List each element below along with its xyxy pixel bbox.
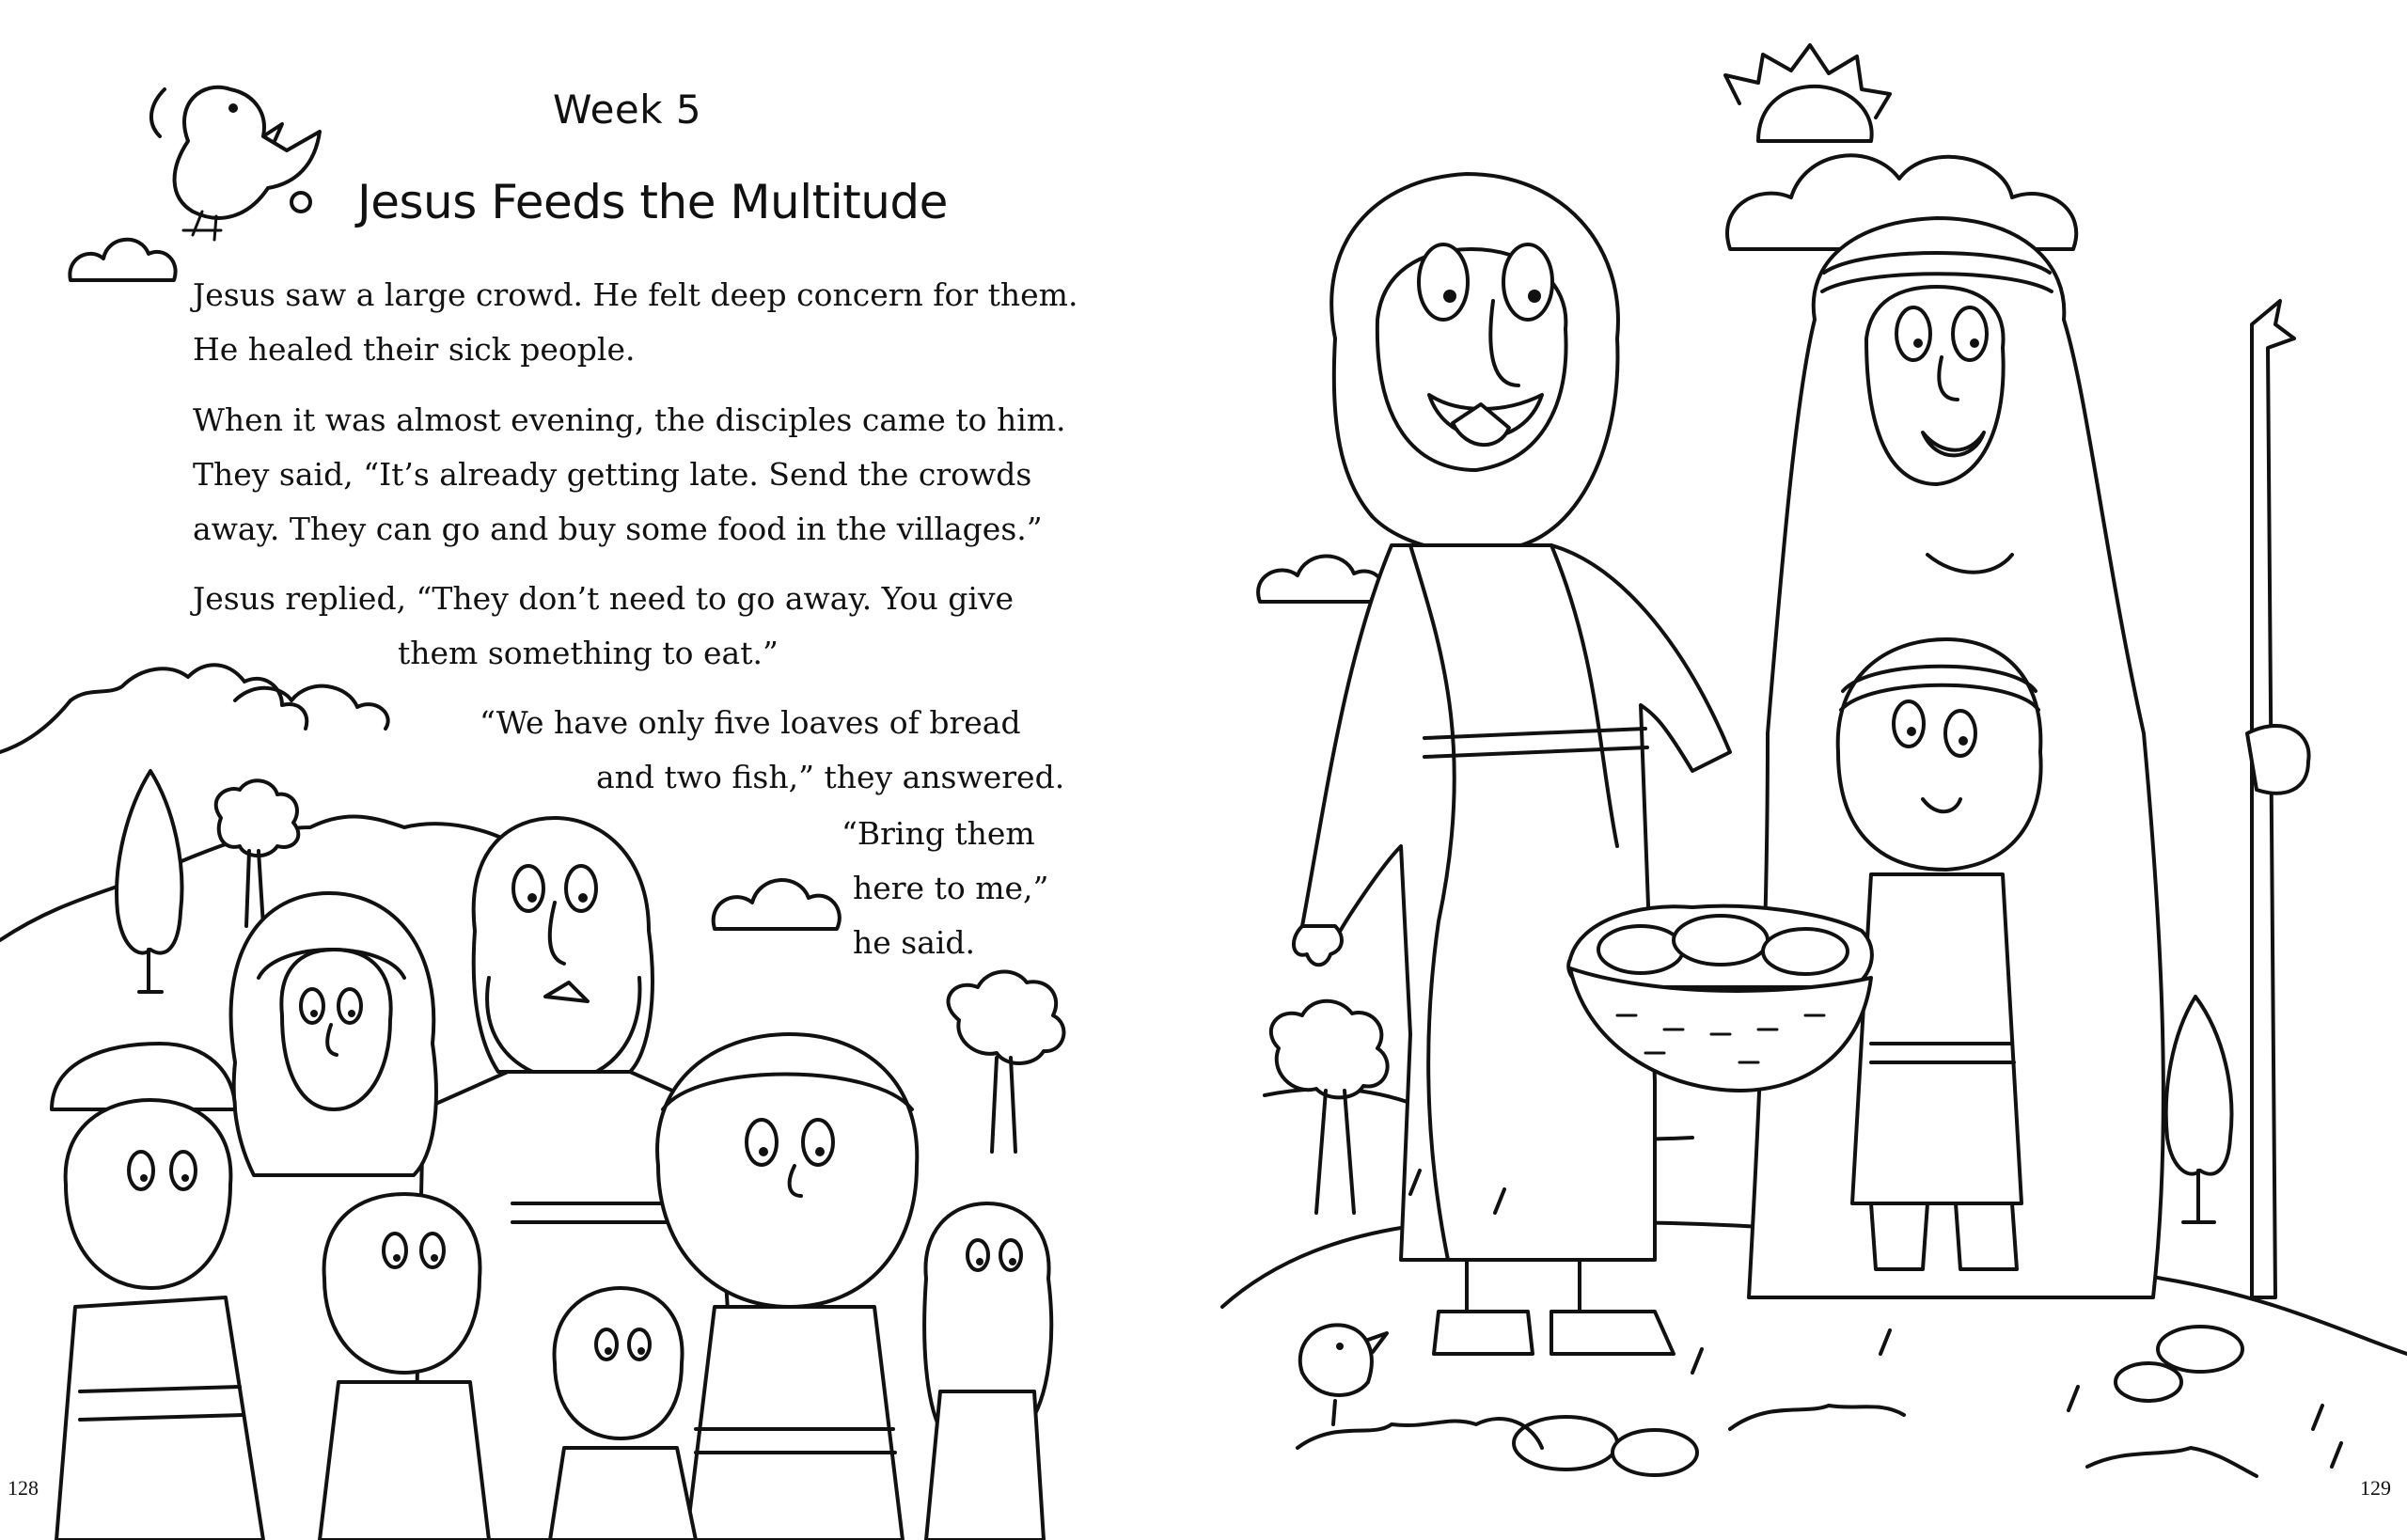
sun-icon: [1725, 45, 1890, 141]
story-line: and two fish,” they answered.: [596, 759, 1065, 795]
woman: [231, 893, 436, 1175]
story-paragraph: [480, 696, 1064, 805]
story-line: he said.: [853, 924, 976, 961]
story-line: “We have only five loaves of bread: [480, 704, 1021, 741]
story-line: here to me,”: [853, 870, 1049, 906]
story-line: them something to eat.”: [398, 635, 779, 671]
tree-icon: [949, 972, 1064, 1152]
cloud-icon: [714, 880, 840, 929]
staff-icon[interactable]: [2247, 301, 2309, 1297]
child: [924, 1203, 1051, 1540]
boy-cap: [52, 1044, 263, 1540]
jesus: [1294, 174, 1730, 1354]
tree-icon: [2166, 997, 2232, 1222]
story-line: Jesus saw a large crowd. He felt deep concern for them.: [193, 276, 1078, 313]
story-title: Jesus Feeds the Multitude: [357, 175, 948, 229]
week-label: Week 5: [553, 86, 702, 133]
story-line: “Bring them: [842, 815, 1035, 852]
story-paragraph: [193, 268, 1078, 377]
story-paragraph: [842, 807, 1048, 970]
bird-icon: [151, 87, 320, 240]
story-line: Jesus replied, “They don’t need to go away. You give: [193, 580, 1015, 617]
page-number-right: 129: [2360, 1476, 2391, 1500]
tree-icon: [1271, 1001, 1388, 1213]
story-paragraph: [193, 393, 1066, 557]
cloud-icon: [70, 240, 175, 280]
cloud-icon: [1258, 556, 1385, 602]
page-number-left: 128: [8, 1476, 39, 1500]
story-paragraph: [193, 572, 1014, 681]
story-line: away. They can go and buy some food in the villages.”: [193, 511, 1043, 547]
bird-icon: [1300, 1325, 1387, 1424]
story-line: When it was almost evening, the disciples came to him.: [193, 401, 1066, 438]
story-line: They said, “It’s already getting late. Send the crowds: [193, 456, 1032, 493]
story-line: He healed their sick people.: [193, 331, 636, 368]
tree-icon: [117, 771, 181, 992]
